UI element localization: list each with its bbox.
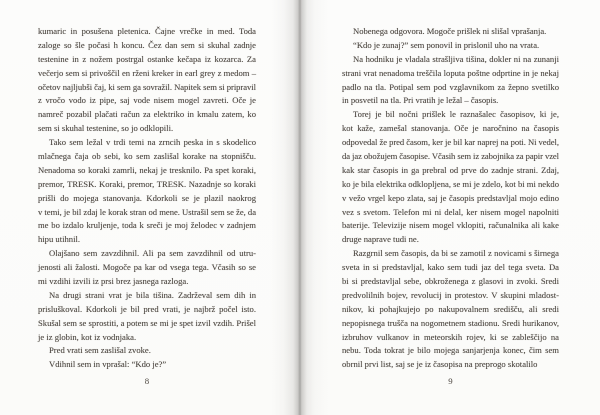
text-line bbox=[342, 331, 559, 345]
text-line-content: večerjo sem si privoščil en rženi kreker in earl grey z medom – bbox=[38, 67, 256, 78]
text-line-content: mlačnega čaja ob sebi, ko sem zaslišal korake na stopnišču. bbox=[38, 151, 256, 162]
text-line bbox=[342, 178, 559, 192]
text-line-content: sem si skuhal testenine, so jo odklopili. bbox=[38, 123, 174, 134]
text-line bbox=[38, 136, 256, 150]
text-line bbox=[38, 206, 256, 220]
text-line bbox=[342, 303, 559, 317]
book-gutter-shadow bbox=[271, 0, 329, 415]
text-line-content: in posvetil na tla. Pri vratih je ležal – časopis. bbox=[342, 95, 499, 106]
text-line bbox=[38, 358, 256, 372]
text-line-content: zaloge so šle počasi h koncu. Čez dan sem si skuhal zadnje bbox=[38, 39, 256, 50]
text-line-content: Olajšano sem zavzdihnil. Ali pa sem zavzdihnil od utru- bbox=[49, 248, 256, 259]
text-line bbox=[342, 53, 559, 67]
text-line-content: strani vrat nenadoma treščila loputa poštne odprtine in je nekaj bbox=[342, 67, 559, 78]
text-line bbox=[342, 164, 559, 178]
text-line-content: “Kdo je zunaj?” sem ponovil in prislonil uho na vrata. bbox=[353, 39, 540, 50]
text-line-content: Na hodniku je vladala strašljiva tišina, dokler ni na zunanji bbox=[353, 53, 559, 64]
text-line-content: Tako sem ležal v trdi temi na zrncih peska in s skodelico bbox=[49, 137, 256, 148]
text-line-content: ko je bila elektrika odklopljena, se mi je zdelo, kot bi mi nekdo bbox=[342, 178, 559, 189]
text-line-content: prisluškoval. Kdorkoli je bil pred vrati, je najbrž počel isto. bbox=[38, 303, 256, 314]
text-line-content: nikov, ki pohajkujejo po nakupovalnem središču, ali sredi bbox=[342, 303, 559, 314]
text-line-content: obrnil prvi list, saj se je iz časopisa na preprogo skotalilo bbox=[342, 359, 538, 370]
text-line bbox=[38, 53, 256, 67]
text-line-content: testenine in z nožem postrgal ostanke kečapa iz kozarca. Za bbox=[38, 53, 256, 64]
text-line bbox=[342, 344, 559, 358]
text-line bbox=[342, 67, 559, 81]
text-line bbox=[38, 247, 256, 261]
right-page-text bbox=[342, 25, 559, 372]
text-line bbox=[38, 94, 256, 108]
text-line bbox=[38, 303, 256, 317]
text-line-content: Pred vrati sem zaslišal zvoke. bbox=[49, 345, 151, 356]
text-line bbox=[38, 261, 256, 275]
text-line bbox=[38, 122, 256, 136]
text-line-content: očetov najljubši čaj, ki sem ga sovražil. Napitek sem si pripravil bbox=[38, 81, 256, 92]
text-line-content: premor, TRESK. Koraki, premor, TRESK. Nazadnje so koraki bbox=[38, 178, 256, 189]
left-page-number: 8 bbox=[144, 376, 150, 386]
text-line-content: baterije. Televizije nisem mogel vklopiti, računalnika ali kake bbox=[342, 220, 559, 231]
text-line bbox=[342, 94, 559, 108]
text-line bbox=[38, 164, 256, 178]
text-line-content: mi vzdihi izvili iz prsi brez jasnega razloga. bbox=[38, 276, 189, 287]
text-line-content: sveta in si predstavljal, kako sem tudi jaz del tega sveta. Da bbox=[342, 262, 559, 273]
text-line-content: namreč pozabil plačati račun za elektriko in kmalu zatem, ko bbox=[38, 109, 256, 120]
text-line-content: predvolilnih bojev, revolucij in protestov. V skupini mladost- bbox=[342, 289, 559, 300]
text-line-content: kak star časopis in ga prebral od prve do zadnje strani. Zdaj, bbox=[342, 164, 559, 175]
text-line bbox=[342, 81, 559, 95]
text-line-content: prišli do mojega stanovanja. Kdorkoli se je plazil naokrog bbox=[38, 192, 256, 203]
text-line-content: v temi, je bil zdaj le korak stran od mene. Ustrašil sem se že, da bbox=[38, 206, 256, 217]
text-line-content: da jaz obožujem časopise. Včasih sem iz zabojnika za papir vzel bbox=[342, 151, 559, 162]
text-line-content: padlo na tla. Potipal sem pod vzglavnikom za žepno svetilko bbox=[342, 81, 559, 92]
text-line-content: nepopisnega trušča na nogometnem stadionu. Sredi hurikanov, bbox=[342, 317, 559, 328]
text-line bbox=[38, 317, 256, 331]
text-line-content: jenosti ali žalosti. Mogoče pa kar od vsega tega. Včasih so se bbox=[38, 262, 256, 273]
text-line bbox=[342, 136, 559, 150]
text-line-content: kot kaže, zamešal stanovanja. Oče je naročnino na časopis bbox=[342, 123, 559, 134]
text-line bbox=[342, 108, 559, 122]
text-line-content: hipu utihnil. bbox=[38, 234, 81, 245]
text-line-content: me bo izdalo kruljenje, toda k sreči je moj želodec v zadnjem bbox=[38, 220, 256, 231]
text-line bbox=[342, 289, 559, 303]
text-line bbox=[38, 178, 256, 192]
text-line bbox=[38, 219, 256, 233]
text-line-content: v vežo vrgel kepo zlata, saj je časopis predstavljal mojo edino bbox=[342, 192, 559, 203]
text-line bbox=[342, 219, 559, 233]
left-page-text bbox=[38, 25, 256, 372]
text-line-content: Skušal sem se sprostiti, a potem se mi je spet izvil vzdih. Prišel bbox=[38, 317, 256, 328]
text-line bbox=[342, 25, 559, 39]
text-line bbox=[342, 122, 559, 136]
text-line bbox=[342, 247, 559, 261]
text-line bbox=[342, 192, 559, 206]
text-line-content: Razgrnil sem časopis, da bi se zamotil z novicami s širnega bbox=[353, 248, 559, 259]
right-page-number: 9 bbox=[448, 376, 453, 386]
text-line-content: Torej je bil nočni prišlek le raznašalec časopisov, ki je, bbox=[353, 109, 559, 120]
text-line-content: Nenadoma so koraki zamrli, nekaj je tresknilo. Pa spet koraki, bbox=[38, 164, 256, 175]
text-line bbox=[38, 81, 256, 95]
text-line bbox=[342, 275, 559, 289]
text-line-content: Vdihnil sem in vprašal: “Kdo je?” bbox=[49, 359, 167, 370]
text-line bbox=[342, 150, 559, 164]
text-line bbox=[342, 358, 559, 372]
text-line-content: z vročo vodo iz pipe, saj vode nisem mogel zavreti. Oče je bbox=[38, 95, 256, 106]
text-line-content: nebu. Toda tokrat je bilo mojega sanjarjenja konec, čim sem bbox=[342, 345, 559, 356]
text-line-content: kumaric in posušena pletenica. Čajne vrečke in med. Toda bbox=[38, 26, 256, 36]
text-line bbox=[342, 261, 559, 275]
text-line bbox=[342, 317, 559, 331]
text-line-content: je iz globin, kot iz vodnjaka. bbox=[38, 331, 137, 342]
text-line bbox=[38, 275, 256, 289]
text-line-content: vez s svetom. Telefon mi ni delal, ker nisem mogel napolniti bbox=[342, 206, 559, 217]
text-line bbox=[38, 331, 256, 345]
text-line bbox=[38, 233, 256, 247]
text-line-content: druge naprave tudi ne. bbox=[342, 234, 419, 245]
text-line bbox=[38, 192, 256, 206]
text-line bbox=[342, 39, 559, 53]
text-line-content: bi si predstavljal sebe, obkroženega z glasovi in zvoki. Sredi bbox=[342, 276, 559, 287]
text-line bbox=[342, 233, 559, 247]
text-line bbox=[38, 108, 256, 122]
text-line bbox=[342, 206, 559, 220]
text-line bbox=[38, 344, 256, 358]
text-line-content: odpovedal že pred časom, ker je bil kar naprej na poti. Ni vedel, bbox=[342, 137, 559, 148]
text-line bbox=[38, 67, 256, 81]
text-line bbox=[38, 39, 256, 53]
text-line-content: izbruhov vulkanov in meteorskih rojev, ki se zableščijo na bbox=[342, 331, 559, 342]
text-line-content: Nobenega odgovora. Mogoče prišlek ni slišal vprašanja. bbox=[353, 26, 547, 36]
text-line bbox=[38, 150, 256, 164]
text-line-content: Na drugi strani vrat je bila tišina. Zadrževal sem dih in bbox=[49, 289, 256, 300]
text-line bbox=[38, 25, 256, 39]
text-line bbox=[38, 289, 256, 303]
